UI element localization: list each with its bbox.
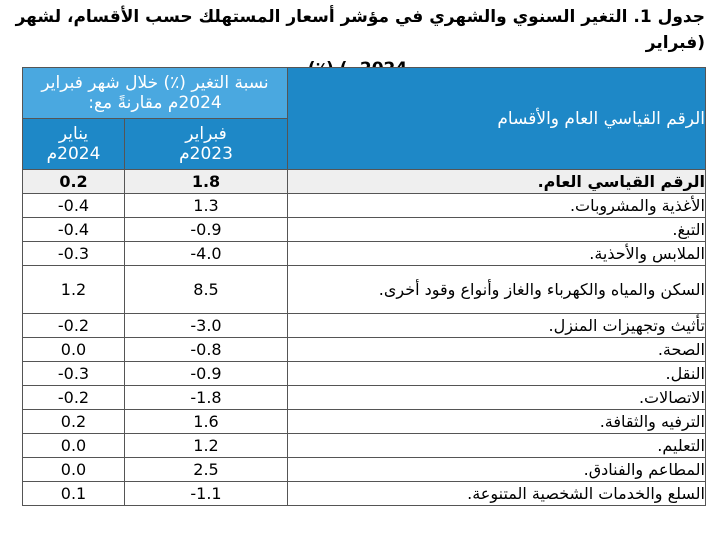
table-row	[23, 242, 706, 266]
cell-feb2023: -0.9	[125, 362, 288, 386]
cell-feb2023: 8.5	[125, 266, 288, 314]
table-row	[23, 218, 706, 242]
header-feb-year: 2023م	[179, 144, 233, 164]
header-jan-2024	[23, 119, 125, 170]
cell-jan2024: 0.0	[23, 458, 125, 482]
cell-jan2024: -0.4	[23, 194, 125, 218]
cell-jan2024: 0.1	[23, 482, 125, 506]
cell-jan2024: 0.0	[23, 338, 125, 362]
cell-feb2023: -1.8	[125, 386, 288, 410]
table-row	[23, 362, 706, 386]
caption-line-1: جدول 1. التغير السنوي والشهري في مؤشر أسعار المستهلك حسب الأقسام، لشهر (فبراير	[15, 7, 705, 53]
cell-jan2024: -0.2	[23, 386, 125, 410]
cell-category: السلع والخدمات الشخصية المتنوعة.	[288, 482, 706, 506]
cell-jan2024: 0.0	[23, 434, 125, 458]
cell-feb2023: -0.9	[125, 218, 288, 242]
table-row	[23, 410, 706, 434]
cell-feb2023: -4.0	[125, 242, 288, 266]
cell-feb2023: 1.6	[125, 410, 288, 434]
cell-jan2024: 0.2	[23, 170, 125, 194]
table-row	[23, 482, 706, 506]
header-feb-month: فبراير	[185, 124, 227, 144]
cell-category: التعليم.	[288, 434, 706, 458]
cell-category: المطاعم والفنادق.	[288, 458, 706, 482]
cell-category: الرقم القياسي العام.	[288, 170, 706, 194]
cell-feb2023: 1.8	[125, 170, 288, 194]
cell-jan2024: 1.2	[23, 266, 125, 314]
cell-category: السكن والمياه والكهرباء والغاز وأنواع وقود أخرى.	[288, 266, 706, 314]
cell-jan2024: -0.2	[23, 314, 125, 338]
cell-feb2023: 1.2	[125, 434, 288, 458]
header-change-group: نسبة التغير (٪) خلال شهر فبراير 2024م مقارنةً مع:	[23, 68, 288, 119]
table-row	[23, 434, 706, 458]
cell-feb2023: 1.3	[125, 194, 288, 218]
cell-jan2024: -0.4	[23, 218, 125, 242]
table-row	[23, 314, 706, 338]
cell-jan2024: -0.3	[23, 362, 125, 386]
cell-category: الصحة.	[288, 338, 706, 362]
table-row	[23, 194, 706, 218]
table-row	[23, 338, 706, 362]
cell-category: الاتصالات.	[288, 386, 706, 410]
table-row	[23, 386, 706, 410]
header-jan-year: 2024م	[46, 144, 101, 164]
cell-category: تأثيث وتجهيزات المنزل.	[288, 314, 706, 338]
cell-category: الملابس والأحذية.	[288, 242, 706, 266]
table-row	[23, 458, 706, 482]
cell-feb2023: -0.8	[125, 338, 288, 362]
cell-jan2024: 0.2	[23, 410, 125, 434]
cell-jan2024: -0.3	[23, 242, 125, 266]
table-row-general-index	[23, 170, 706, 194]
header-jan-month: يناير	[58, 124, 89, 144]
cell-feb2023: -3.0	[125, 314, 288, 338]
cpi-table	[22, 67, 706, 506]
cell-category: الأغذية والمشروبات.	[288, 194, 706, 218]
header-category: الرقم القياسي العام والأقسام	[288, 68, 706, 170]
cell-feb2023: 2.5	[125, 458, 288, 482]
cell-category: النقل.	[288, 362, 706, 386]
cell-category: الترفيه والثقافة.	[288, 410, 706, 434]
cell-feb2023: -1.1	[125, 482, 288, 506]
header-feb-2023	[125, 119, 288, 170]
cell-category: التبغ.	[288, 218, 706, 242]
table-row	[23, 266, 706, 314]
